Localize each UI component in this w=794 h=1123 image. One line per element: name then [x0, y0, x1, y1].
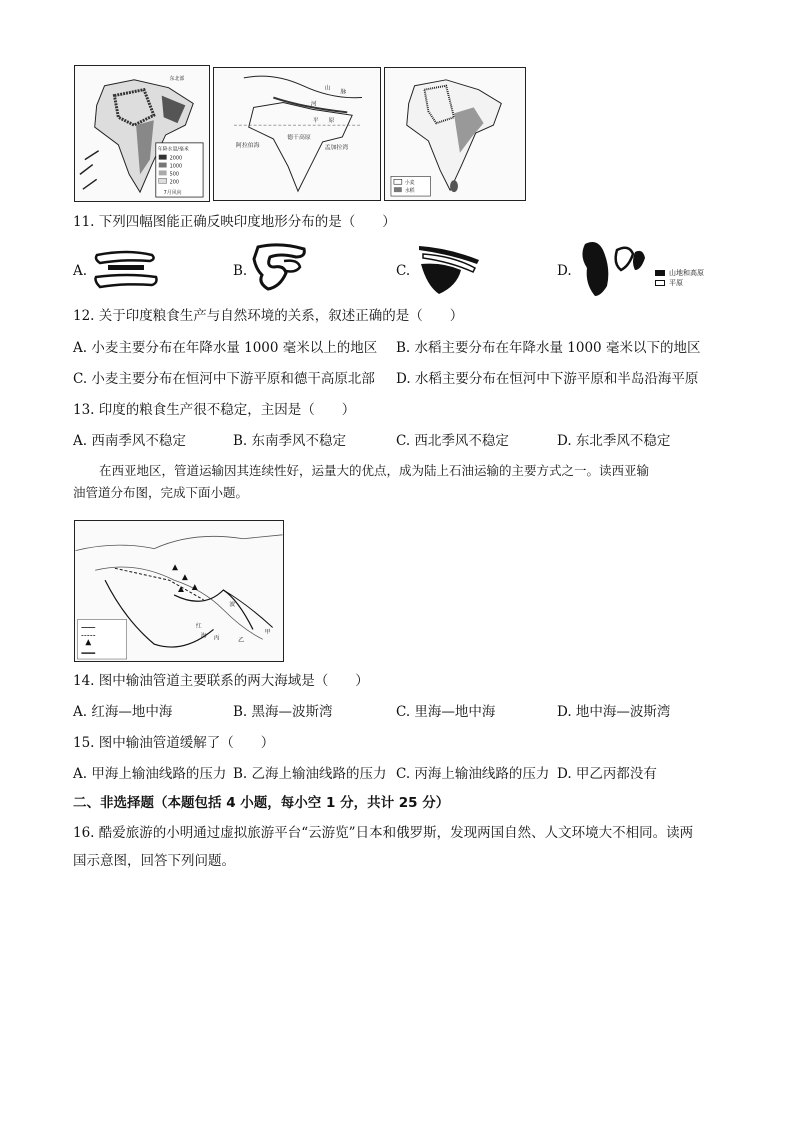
map1-legend-2000: 2000 — [169, 155, 183, 162]
q15-option-d[interactable]: D. 甲乙丙都没有 — [557, 766, 657, 782]
q11-option-a-label[interactable]: A. — [73, 263, 88, 279]
q15-option-a[interactable]: A. 甲海上输油线路的压力 — [73, 766, 227, 782]
map4-label-bo: 波 — [229, 601, 236, 608]
q12-option-a[interactable]: A. 小麦主要分布在年降水量 1000 毫米以上的地区 — [73, 340, 378, 356]
q11-legend-mountain-swatch — [655, 270, 665, 276]
q14-option-d[interactable]: D. 地中海—波斯湾 — [557, 704, 671, 720]
q11-stem: 11. 下列四幅图能正确反映印度地形分布的是（ ） — [73, 214, 396, 230]
map4-label-jia: 甲 — [264, 629, 271, 636]
q14-stem: 14. 图中输油管道主要联系的两大海域是（ ） — [73, 673, 369, 689]
map2-label-arabian-sea: 阿拉伯海 — [235, 142, 260, 149]
map4-label-hong: 红 — [195, 623, 202, 630]
map2-label-bengal-bay: 孟加拉湾 — [324, 144, 349, 151]
q11-legend-plain-swatch — [655, 280, 665, 286]
reading-passage — [73, 460, 733, 504]
map2-label-5: 原 — [328, 118, 335, 125]
q12-option-d[interactable]: D. 水稻主要分布在恒河中下游平原和半岛沿海平原 — [396, 371, 699, 387]
q12-option-b[interactable]: B. 水稻主要分布在年降水量 1000 毫米以下的地区 — [396, 340, 701, 356]
map1-label-northeast: 东北部 — [169, 75, 185, 82]
passage-line-1: 在西亚地区，管道运输因其连续性好，运量大的优点，成为陆上石油运输的主要方式之一。读西亚输 — [99, 463, 650, 478]
q13-option-d[interactable]: D. 东北季风不稳定 — [557, 433, 671, 449]
q14-option-b[interactable]: B. 黑海—波斯湾 — [233, 704, 333, 720]
q14-option-a[interactable]: A. 红海—地中海 — [73, 704, 173, 720]
q11-option-c-label[interactable]: C. — [396, 263, 411, 279]
q11-legend-plain: 平原 — [669, 279, 683, 287]
map1-legend-500: 500 — [169, 171, 179, 178]
q13-option-a[interactable]: A. 西南季风不稳定 — [73, 433, 186, 449]
q16-line-1: 16. 酷爱旅游的小明通过虚拟旅游平台“云游览”日本和俄罗斯，发现两国自然、人文环境大不相同。读两 — [73, 825, 694, 841]
map4-label-yi: 乙 — [238, 637, 245, 644]
q15-stem: 15. 图中输油管道缓解了（ ） — [73, 735, 275, 751]
q11-legend-mountain: 山地和高原 — [669, 269, 704, 277]
q11-option-b-label[interactable]: B. — [233, 263, 248, 279]
q12-stem: 12. 关于印度粮食生产与自然环境的关系，叙述正确的是（ ） — [73, 308, 464, 324]
map1-legend-wind: 7月风向 — [163, 190, 182, 197]
q11-option-b-figure — [250, 243, 310, 293]
q13-option-b[interactable]: B. 东南季风不稳定 — [233, 433, 347, 449]
q11-option-a-figure — [92, 247, 162, 289]
map1-legend-title: 年降水量/毫米 — [157, 146, 189, 153]
map3-legend-rice: 水稻 — [404, 188, 415, 195]
q13-option-c[interactable]: C. 西北季风不稳定 — [396, 433, 509, 449]
map2-label-deccan: 德干高原 — [287, 134, 311, 141]
q15-option-b[interactable]: B. 乙海上输油线路的压力 — [233, 766, 387, 782]
map2-label-3: 河 — [310, 101, 317, 108]
map3-legend-wheat: 小麦 — [404, 180, 415, 187]
india-crops-map — [384, 67, 526, 201]
q15-option-c[interactable]: C. 丙海上输油线路的压力 — [396, 766, 550, 782]
map4-label-hai: 海 — [200, 633, 207, 640]
q11-option-d-label[interactable]: D. — [557, 263, 572, 279]
q11-option-c-figure — [413, 242, 483, 297]
map1-legend-1000: 1000 — [169, 163, 183, 170]
section-2-title: 二、非选择题（本题包括 4 小题，每小空 1 分，共计 25 分） — [73, 795, 450, 811]
passage-line-2: 油管道分布图，完成下面小题。 — [73, 485, 249, 500]
map2-label-2: 脉 — [340, 89, 347, 96]
map2-label-1: 山 — [324, 85, 331, 92]
q11-option-d-figure — [577, 238, 657, 300]
india-rainfall-map — [74, 65, 210, 202]
q12-option-c[interactable]: C. 小麦主要分布在恒河中下游平原和德干高原北部 — [73, 371, 375, 387]
q13-stem: 13. 印度的粮食生产很不稳定，主因是（ ） — [73, 402, 356, 418]
map2-label-4: 平 — [312, 118, 319, 125]
map4-label-bing: 丙 — [213, 635, 220, 642]
india-terrain-map — [213, 67, 381, 201]
map1-legend-200: 200 — [169, 179, 179, 186]
q16-line-2: 国示意图，回答下列问题。 — [73, 853, 235, 869]
q14-option-c[interactable]: C. 里海—地中海 — [396, 704, 496, 720]
west-asia-pipeline-map — [74, 520, 284, 662]
